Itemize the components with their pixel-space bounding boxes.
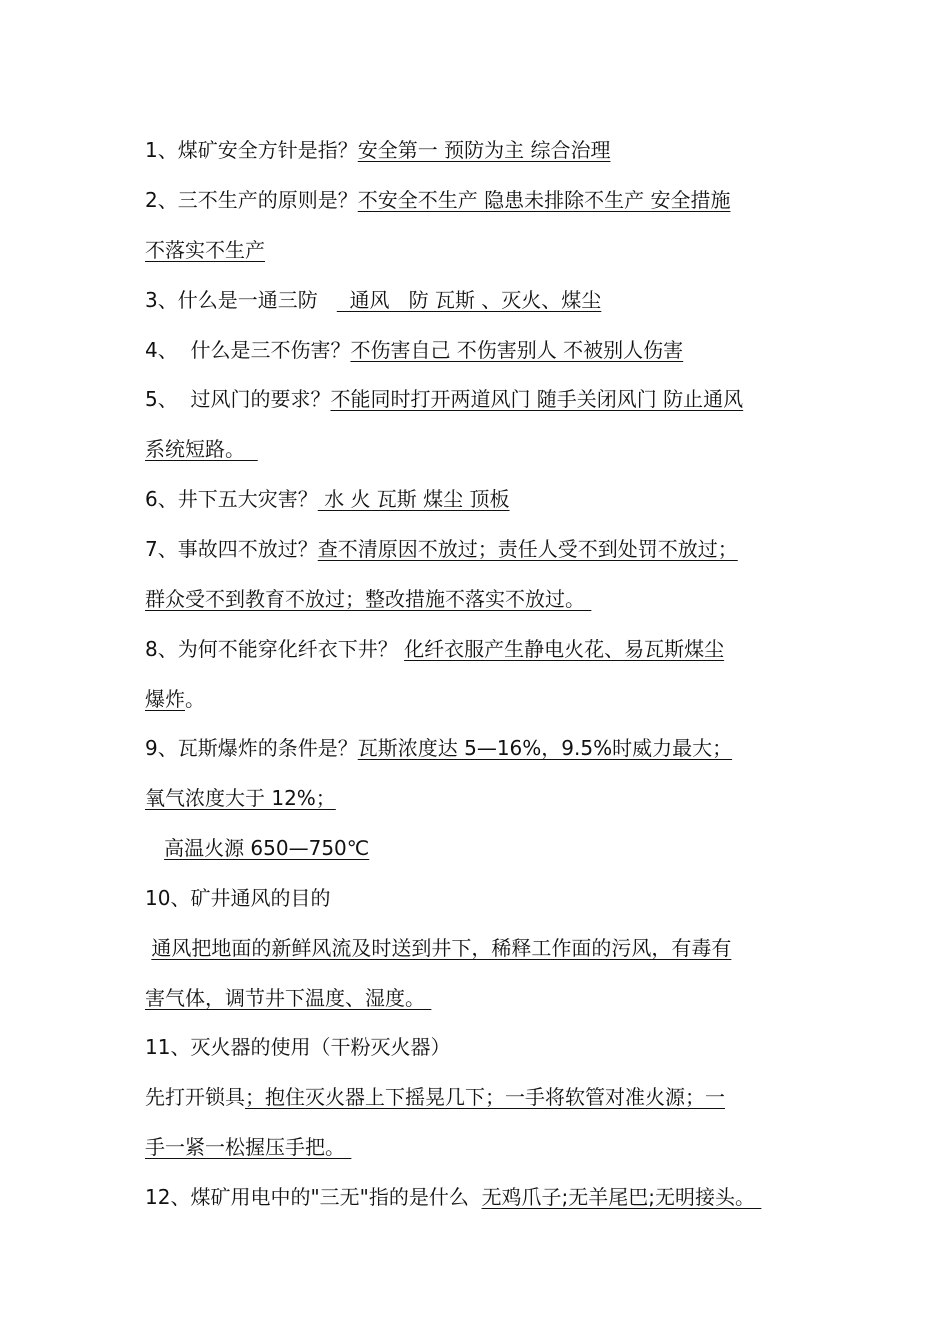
qa-line-8-cont — [145, 686, 205, 712]
question-text: 2、三不生产的原则是？ — [145, 188, 358, 212]
answer-text: 不伤害自己 不伤害别人 不被别人伤害 — [350, 338, 684, 362]
answer-text: 不能同时打开两道风门 随手关闭风门 防止通风 — [330, 387, 744, 411]
trailing-text: 。 — [185, 687, 205, 711]
qa-line-7 — [145, 536, 738, 562]
answer-text: 系统短路。 — [145, 437, 258, 461]
answer-text: ；抱住灭火器上下摇晃几下；一手将软管对准火源；一 — [245, 1085, 725, 1109]
question-text — [145, 836, 164, 860]
answer-text: 无鸡爪子;无羊尾巴;无明接头。 — [481, 1185, 762, 1209]
answer-text: 群众受不到教育不放过；整改措施不落实不放过。 — [145, 587, 592, 611]
question-text: 11、灭火器的使用（干粉灭火器） — [145, 1035, 451, 1059]
answer-text: 通风把地面的新鲜风流及时送到井下，稀释工作面的污风，有毒有 — [151, 936, 732, 960]
answer-text: 高温火源 650—750℃ — [164, 836, 370, 860]
qa-line-10-cont — [145, 985, 431, 1011]
qa-line-11-ans — [145, 1084, 725, 1110]
answer-text: 瓦斯浓度达 5—16%，9.5%时威力最大； — [357, 736, 733, 760]
question-text: 3、什么是一通三防 — [145, 288, 337, 312]
answer-text: 手一紧一松握压手把。 — [145, 1135, 352, 1159]
qa-line-9-cont — [145, 785, 336, 811]
qa-line-5 — [145, 386, 743, 412]
answer-text: 害气体，调节井下温度、湿度。 — [145, 986, 432, 1010]
qa-line-8 — [145, 636, 724, 662]
question-text: 5、 过风门的要求？ — [145, 387, 331, 411]
answer-text: 查不清原因不放过；责任人受不到处罚不放过； — [317, 537, 738, 561]
qa-line-11 — [145, 1034, 450, 1060]
question-text: 12、煤矿用电中的"三无"指的是什么 — [145, 1185, 482, 1209]
qa-line-12 — [145, 1184, 761, 1210]
qa-line-7-cont — [145, 586, 591, 612]
answer-text: 化纤衣服产生静电火花、易瓦斯煤尘 — [404, 637, 725, 661]
answer-text: 安全第一 预防为主 综合治理 — [357, 138, 611, 162]
answer-text: 水 火 瓦斯 煤尘 顶板 — [317, 487, 510, 511]
qa-line-5-cont — [145, 436, 258, 462]
qa-line-10-ans — [145, 935, 731, 961]
question-text: 4、 什么是三不伤害？ — [145, 338, 351, 362]
answer-text: 不安全不生产 隐患未排除不生产 安全措施 — [357, 188, 731, 212]
question-text: 6、井下五大灾害？ — [145, 487, 318, 511]
question-text: 10、矿井通风的目的 — [145, 886, 331, 910]
qa-line-2 — [145, 187, 730, 213]
answer-text: 不落实不生产 — [145, 238, 265, 262]
question-text: 1、煤矿安全方针是指？ — [145, 138, 358, 162]
question-text: 先打开锁具 — [145, 1085, 245, 1109]
qa-line-10 — [145, 885, 330, 911]
question-text: 9、瓦斯爆炸的条件是？ — [145, 736, 358, 760]
qa-line-9-cont2 — [145, 835, 369, 861]
qa-line-1 — [145, 137, 610, 163]
qa-line-9 — [145, 735, 732, 761]
qa-line-11-cont — [145, 1134, 351, 1160]
qa-line-4 — [145, 337, 683, 363]
qa-line-2-cont — [145, 237, 265, 263]
answer-text: 通风 防 瓦斯 、灭火、煤尘 — [336, 288, 602, 312]
question-text: 7、事故四不放过？ — [145, 537, 318, 561]
qa-line-3 — [145, 287, 601, 313]
question-text: 8、为何不能穿化纤衣下井？ — [145, 637, 405, 661]
answer-text: 爆炸 — [145, 687, 185, 711]
qa-line-6 — [145, 486, 510, 512]
answer-text: 氧气浓度大于 12%； — [145, 786, 336, 810]
